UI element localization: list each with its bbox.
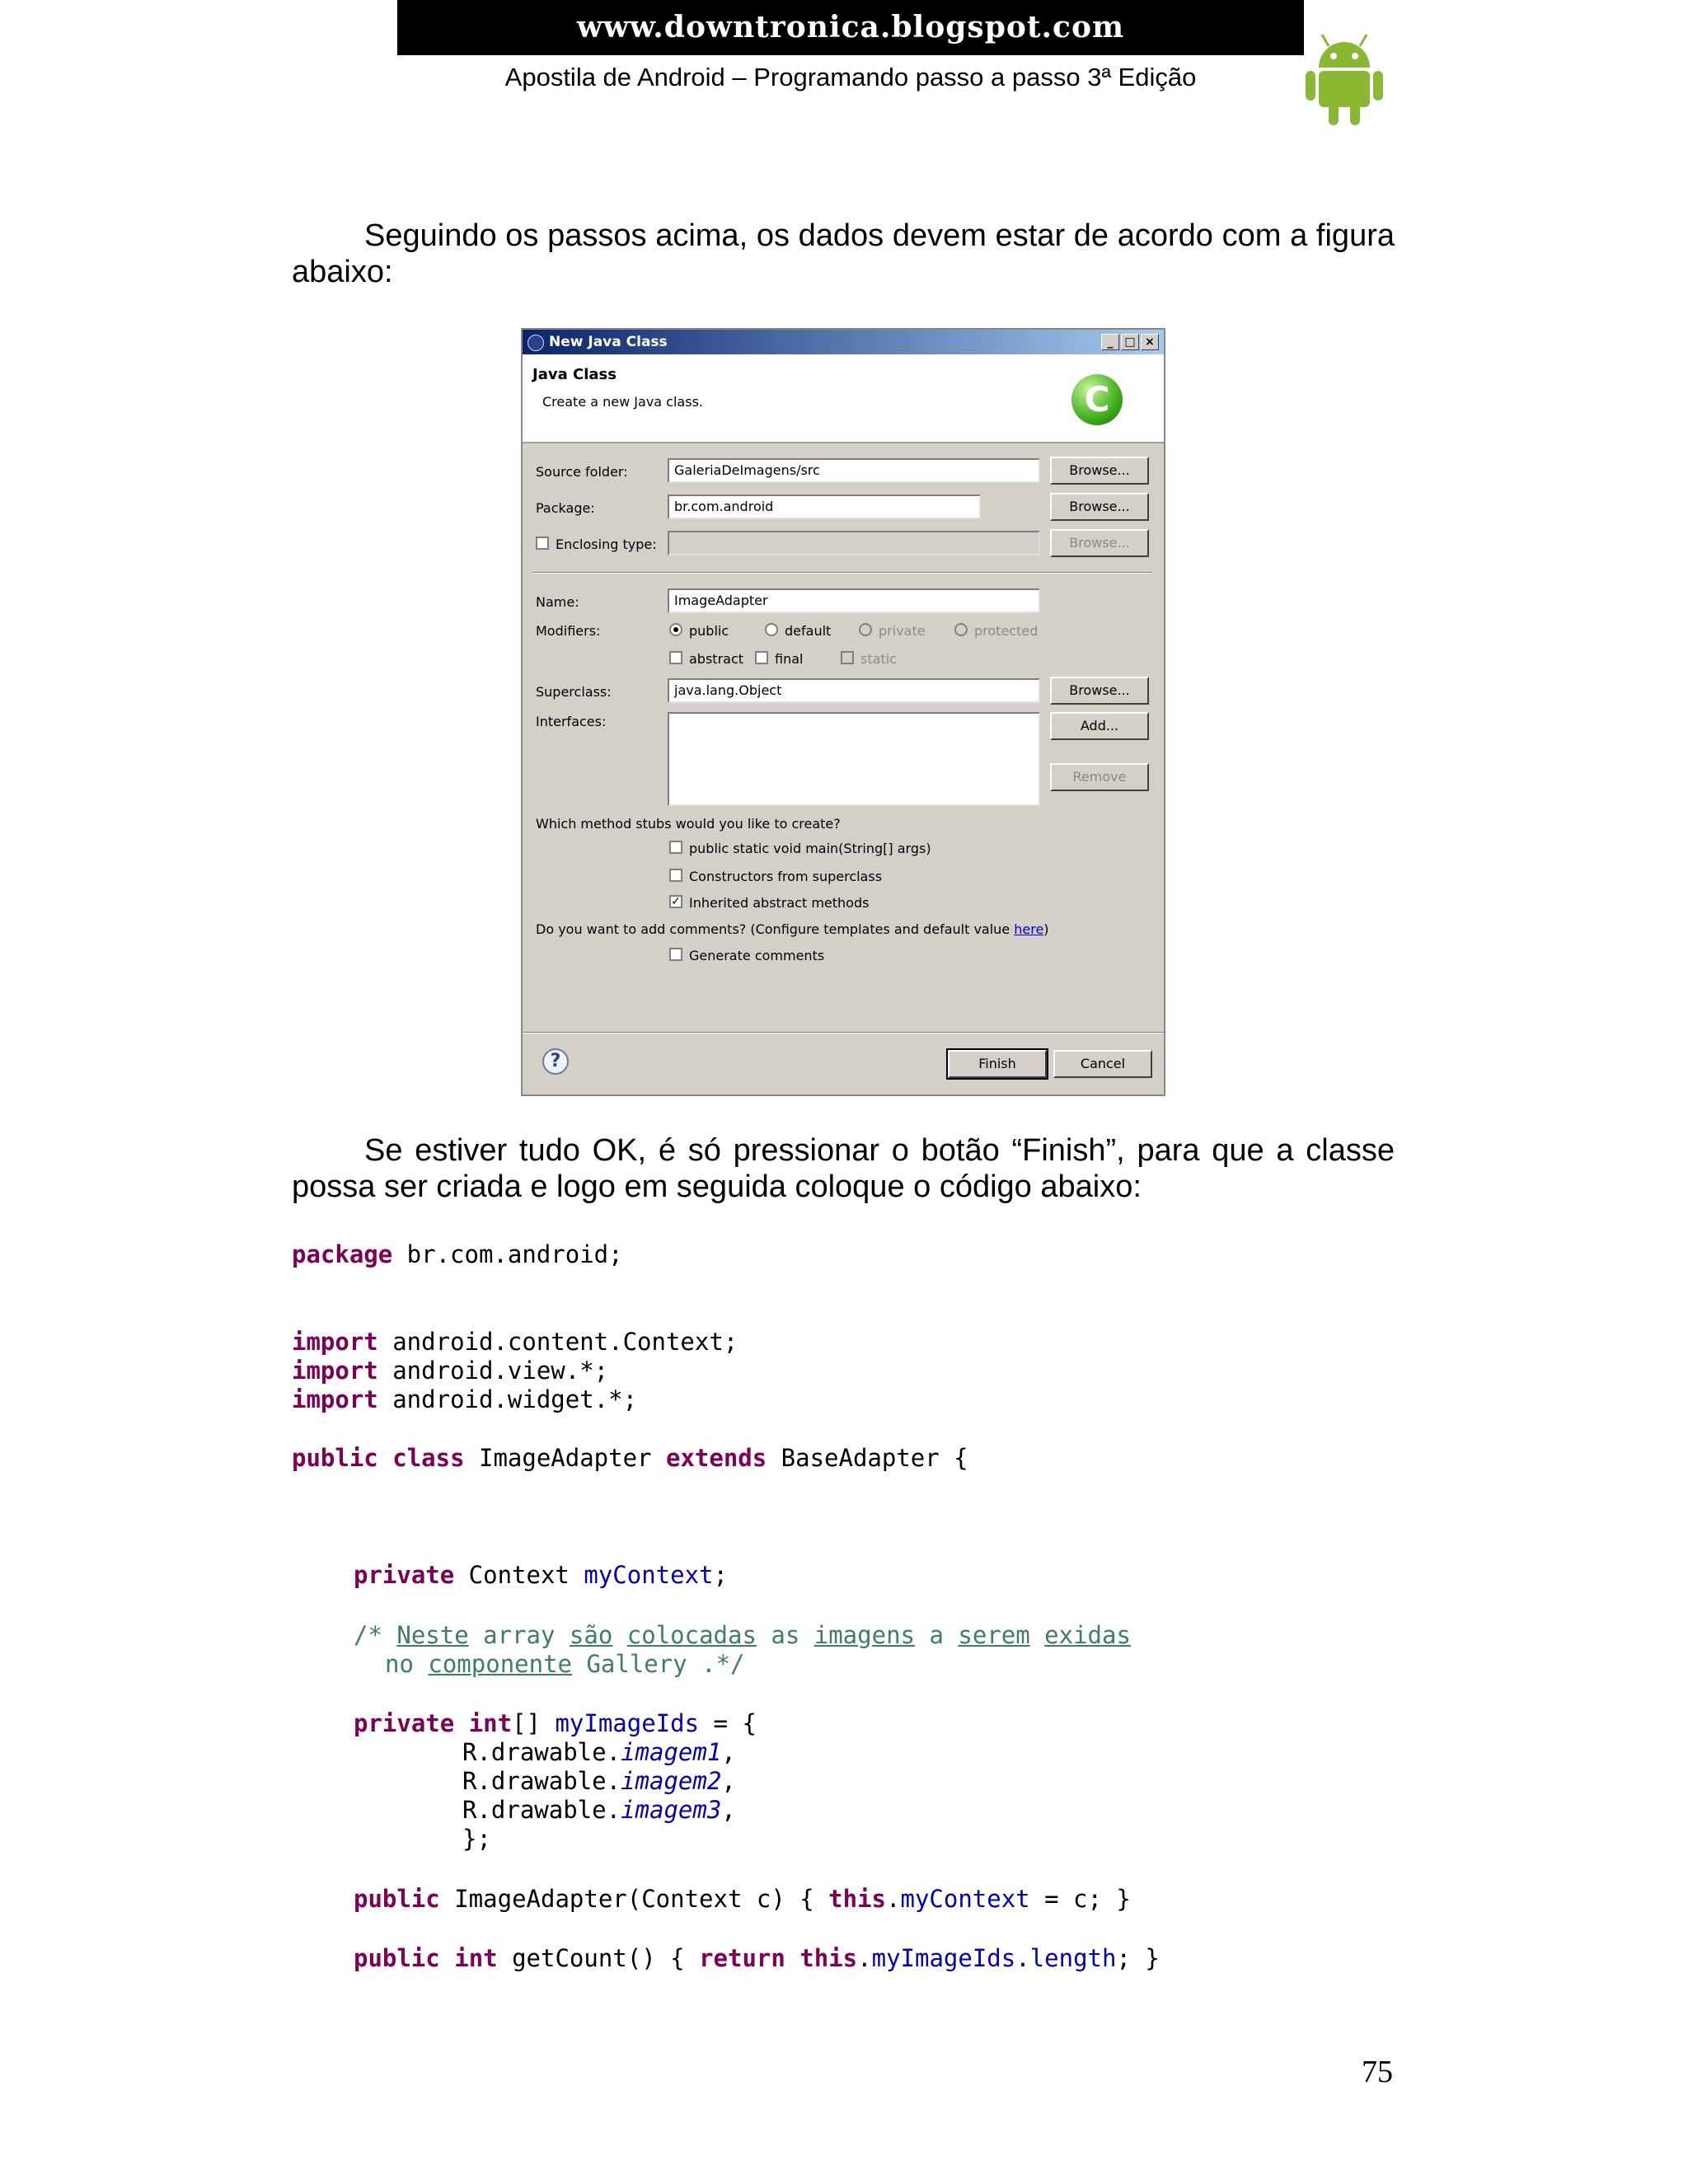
generate-comments-label: Generate comments [689,948,825,963]
private-radio[interactable] [859,623,872,636]
close-button[interactable]: × [1141,334,1159,350]
code-line-import1: import android.content.Context; [292,1328,738,1356]
inherited-checkbox[interactable]: ✓ [669,895,682,908]
stubs-question: Which method stubs would you like to create? [536,816,841,832]
minimize-button[interactable]: _ [1101,334,1119,350]
superclass-browse-button[interactable]: Browse... [1050,677,1149,705]
static-checkbox[interactable] [841,651,854,664]
superclass-input[interactable]: java.lang.Object [668,678,1040,703]
constructors-checkbox[interactable] [669,869,682,882]
interfaces-list[interactable] [668,712,1040,806]
configure-templates-link[interactable]: here [1014,921,1044,937]
dialog-title: New Java Class [549,334,668,350]
static-label: static [860,651,897,667]
source-folder-browse-button[interactable]: Browse... [1050,457,1149,485]
interfaces-label: Interfaces: [536,714,607,729]
instruction-paragraph [292,1132,1395,1205]
public-radio[interactable] [669,623,682,636]
comments-question [536,921,1049,937]
dialog-heading: Java Class [532,366,617,383]
abstract-checkbox[interactable] [669,651,682,664]
dialog-title-bar [523,330,1164,354]
code-line-comment1: /* Neste array são colocadas as imagens a serem exidas [354,1621,1131,1649]
code-line-import3: import android.widget.*; [292,1385,638,1413]
code-line-array-close: }; [462,1825,491,1853]
separator [532,572,1152,574]
default-label: default [785,623,832,639]
private-label: private [879,623,926,639]
intro-text: Seguindo os passos acima, os dados devem estar de acordo com a figura abaixo: [292,218,1395,289]
eclipse-icon [528,335,544,351]
source-folder-label: Source folder: [536,464,628,480]
code-line-array-decl: private int[] myImageIds = { [354,1709,757,1737]
dialog-subheading: Create a new Java class. [542,394,703,410]
book-subtitle: Apostila de Android – Programando passo a passo 3ª Edição [504,63,1197,91]
footer-separator [523,1032,1164,1033]
page-number: 75 [1362,2055,1393,2089]
enclosing-type-input[interactable] [668,531,1040,555]
android-robot-icon [1301,25,1388,127]
final-label: final [775,651,804,667]
comments-question-text: Do you want to add comments? (Configure templates and default value [536,921,1015,937]
add-interface-button[interactable]: Add... [1050,712,1149,740]
cancel-button[interactable]: Cancel [1053,1050,1152,1078]
source-folder-input[interactable]: GaleriaDeImagens/src [668,458,1040,483]
code-line-package: package br.com.android; [292,1240,623,1268]
final-checkbox[interactable] [755,651,768,664]
new-java-class-dialog [521,328,1165,1096]
instruction-text: Se estiver tudo OK, é só pressionar o botão “Finish”, para que a classe possa ser criada e logo em seguida coloque o código abaixo: [292,1133,1395,1204]
generate-comments-checkbox[interactable] [669,948,682,961]
package-browse-button[interactable]: Browse... [1050,493,1149,521]
intro-paragraph [292,218,1395,290]
main-stub-label: public static void main(String[] args) [689,841,931,856]
enclosing-type-checkbox[interactable] [536,537,549,550]
code-line-img3: R.drawable.imagem3, [462,1796,736,1824]
name-input[interactable]: ImageAdapter [668,588,1040,613]
dialog-header [523,354,1164,443]
modifiers-label: Modifiers: [536,623,601,639]
code-line-class-decl: public class ImageAdapter extends BaseAdapter { [292,1444,968,1472]
comments-question-end: ) [1043,921,1049,937]
protected-label: protected [974,623,1039,639]
main-stub-checkbox[interactable] [669,841,682,854]
inherited-label: Inherited abstract methods [689,895,870,911]
constructors-label: Constructors from superclass [689,869,883,884]
help-icon[interactable]: ? [542,1048,569,1075]
code-line-img1: R.drawable.imagem1, [462,1738,736,1766]
remove-interface-button[interactable]: Remove [1050,763,1149,791]
enclosing-browse-button[interactable]: Browse... [1050,529,1149,557]
code-line-constructor: public ImageAdapter(Context c) { this.myContext = c; } [354,1885,1131,1913]
name-label: Name: [536,594,579,610]
superclass-label: Superclass: [536,684,612,700]
blog-banner: www.downtronica.blogspot.com [397,0,1304,55]
default-radio[interactable] [765,623,778,636]
package-input[interactable]: br.com.android [668,494,981,519]
enclosing-type-label: Enclosing type: [556,537,657,552]
code-line-getcount: public int getCount() { return this.myImageIds.length; } [354,1944,1160,1972]
maximize-button[interactable]: □ [1121,334,1139,350]
package-label: Package: [536,500,595,516]
code-line-comment2: no componente Gallery .*/ [385,1650,745,1678]
finish-button[interactable]: Finish [948,1050,1047,1078]
protected-radio[interactable] [954,623,968,636]
public-label: public [689,623,729,639]
code-line-img2: R.drawable.imagem2, [462,1767,736,1795]
code-line-context-field: private Context myContext; [354,1561,728,1589]
abstract-label: abstract [689,651,744,667]
java-class-icon: C [1071,374,1123,425]
code-line-import2: import android.view.*; [292,1357,609,1385]
